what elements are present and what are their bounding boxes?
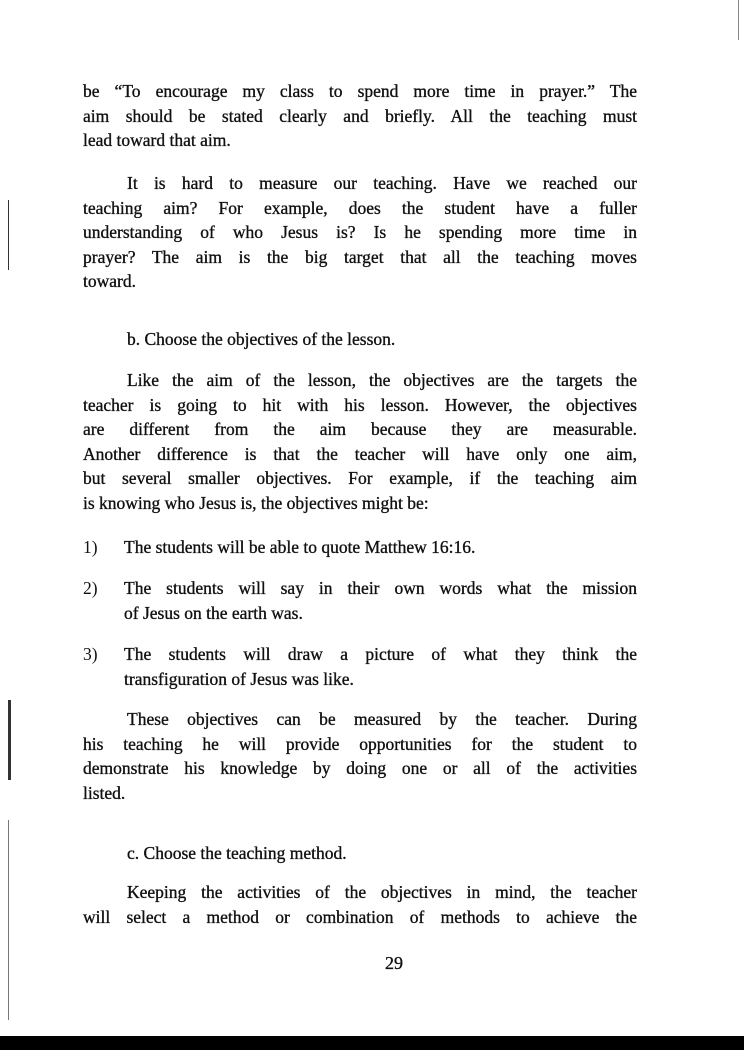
list-number: 3) [83,644,98,664]
text-line: his teaching he will provide opportunities for the student to [83,733,637,754]
text-line: demonstrate his knowledge by doing one or all of the activities [83,758,637,779]
text-line: prayer? The aim is the big target that all the teaching moves [83,246,637,267]
heading-c-method [83,841,637,866]
text-line: teacher is going to hit with his lesson. However, the objectives [83,394,637,415]
text-line: These objectives can be measured by the teacher. During [127,709,637,729]
paragraph-keeping [83,880,637,929]
text-line: be “To encourage my class to spend more time in prayer.” The [83,81,637,101]
text-line: The students will say in their own words what the mission [124,578,637,598]
list-item [83,535,637,560]
paragraph-measured [83,707,637,805]
text-line: The students will be able to quote Matthew 16:16. [124,537,476,557]
text-line: It is hard to measure our teaching. Have we reached our [127,173,637,193]
page-number: 29 [385,953,403,973]
text-line: Keeping the activities of the objectives in mind, the teacher [127,882,637,902]
text-line: c. Choose the teaching method. [127,843,347,863]
text-line: of Jesus on the earth was. [124,602,303,623]
text-line: aim should be stated clearly and briefly. All the teaching must [83,105,637,126]
text-line: but several smaller objectives. For example, if the teaching aim [83,468,637,489]
scan-artifact [8,700,11,780]
list-number: 1) [83,537,98,557]
list-number: 2) [83,578,98,598]
scan-artifact [8,200,9,270]
paragraph-objectives [83,368,637,516]
text-line: are different from the aim because they are measurable. [83,419,637,440]
scan-artifact [8,820,9,1020]
text-line: understanding of who Jesus is? Is he spending more time in [83,222,637,243]
text-line: is knowing who Jesus is, the objectives might be: [83,492,429,513]
heading-b-objectives [83,327,637,352]
text-line: b. Choose the objectives of the lesson. [127,329,396,349]
paragraph-aim-end [83,79,637,153]
text-line: Like the aim of the lesson, the objectives are the targets the [127,370,637,390]
text-line: transfiguration of Jesus was like. [124,668,354,689]
text-line: toward. [83,271,136,292]
text-line: Another difference is that the teacher will have only one aim, [83,443,637,464]
text-line: listed. [83,782,126,803]
text-line: teaching aim? For example, does the student have a fuller [83,197,637,218]
scan-artifact [738,0,739,40]
scan-bottom-border [0,1036,744,1050]
list-item [83,576,637,625]
text-line: will select a method or combination of methods to achieve the [83,906,637,927]
paragraph-measure-teaching [83,171,637,294]
text-line: lead toward that aim. [83,130,231,151]
list-item [83,642,637,691]
text-line: The students will draw a picture of what they think the [124,644,637,664]
